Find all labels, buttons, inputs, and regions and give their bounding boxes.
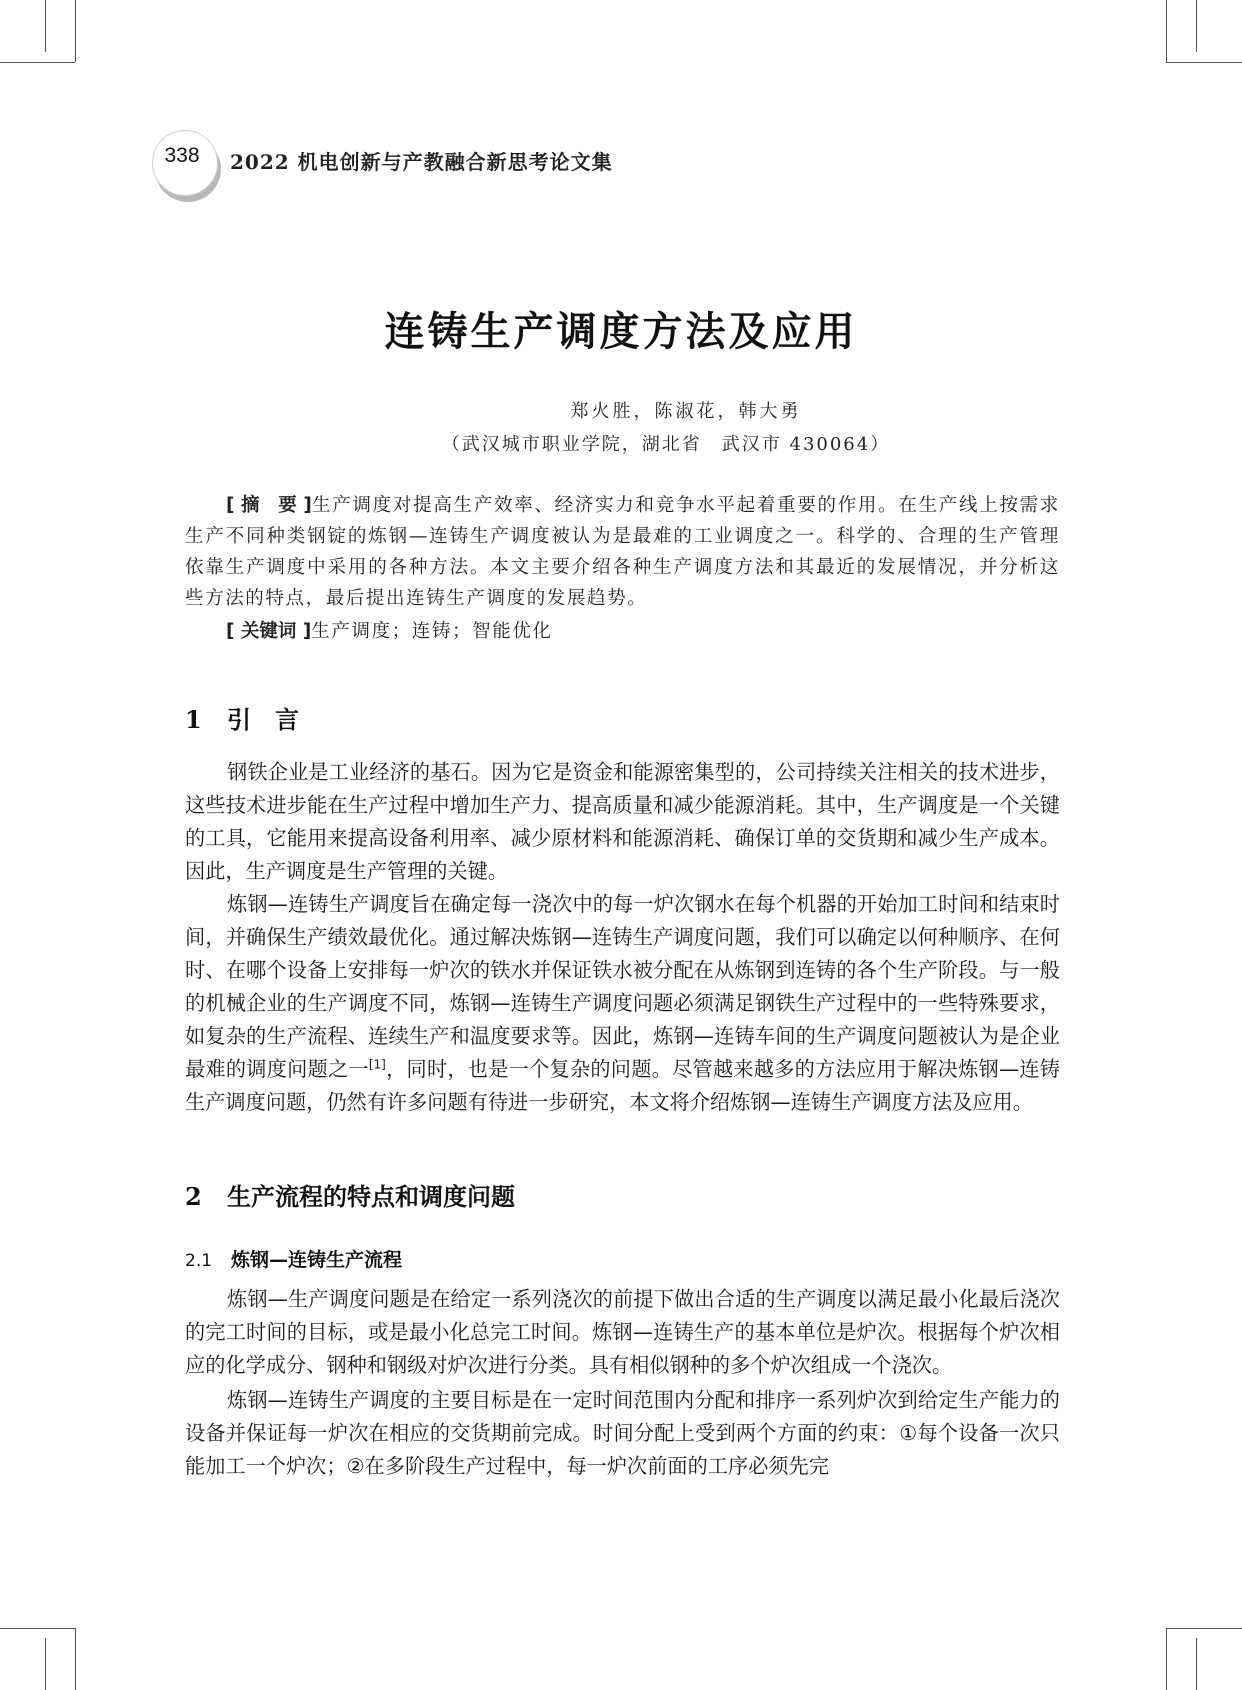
page-number-badge bbox=[152, 130, 218, 196]
crop-mark bbox=[75, 0, 76, 62]
paragraph-text: 炼钢—连铸生产调度旨在确定每一浇次中的每一炉次钢水在每个机器的开始加工时间和结束时间，并确保生产绩效最优化。通过解决炼钢—连铸生产调度问题，我们可以确定以何种顺序、在何时、在哪个设备上安排每一炉次的铁水并保证铁水被分配在从炼钢到连铸的各个生产阶段。与一般的机械企业的生产调度不同，炼钢—连铸生产调度问题必须满足钢铁生产过程中的一些特殊要求，如复杂的生产流程、连续生产和温度要求等。因此，炼钢—连铸车间的生产调度问题被认为是企业最难的调度问题之一 bbox=[185, 892, 1060, 1081]
paragraph bbox=[185, 888, 1060, 1119]
crop-mark bbox=[1166, 0, 1167, 62]
keywords-text: 生产调度；连铸；智能优化 bbox=[311, 621, 553, 642]
keywords-tag: [ 关键词 ] bbox=[226, 621, 312, 642]
abstract-block bbox=[185, 490, 1060, 647]
crop-mark bbox=[0, 1628, 75, 1629]
section-title: 生产流程的特点和调度问题 bbox=[227, 1183, 515, 1211]
section-number: 2 bbox=[185, 1182, 202, 1211]
crop-mark bbox=[45, 1638, 46, 1690]
keywords bbox=[185, 616, 1060, 647]
subsection-number: 2.1 bbox=[185, 1251, 213, 1271]
paragraph: 炼钢—生产调度问题是在给定一系列浇次的前提下做出合适的生产调度以满足最小化最后浇次的完工时间的目标，或是最小化总完工时间。炼钢—连铸生产的基本单位是炉次。根据每个炉次相应的化学成分、钢种和钢级对炉次进行分类。具有相似钢种的多个炉次组成一个浇次。 bbox=[185, 1287, 1060, 1377]
section-heading bbox=[185, 700, 299, 735]
subsection-title: 炼钢—连铸生产流程 bbox=[231, 1249, 403, 1271]
paragraph-text: ，同时，也是一个复杂的问题。尽管越来越多的方法应用于解决炼钢—连铸生产调度问题，仍然有许多问题有待进一步研究，本文将介绍炼钢—连铸生产调度方法及应用。 bbox=[185, 1057, 1060, 1114]
section-title: 引 言 bbox=[227, 706, 299, 734]
running-head: 2022 机电创新与产教融合新思考论文集 bbox=[230, 150, 613, 174]
paragraph: 炼钢—连铸生产调度的主要目标是在一定时间范围内分配和排序一系列炉次到给定生产能力的设备并保证每一炉次在相应的交货期前完成。时间分配上受到两个方面的约束：①每个设备一次只能加工一个炉次；②在多阶段生产过程中，每一炉次前面的工序必须先完 bbox=[185, 1388, 1060, 1478]
crop-mark bbox=[45, 0, 46, 52]
crop-mark bbox=[1166, 62, 1242, 63]
paragraph: 钢铁企业是工业经济的基石。因为它是资金和能源密集型的，公司持续关注相关的技术进步，这些技术进步能在生产过程中增加生产力、提高质量和减少能源消耗。其中，生产调度是一个关键的工具，它能用来提高设备利用率、减少原材料和能源消耗、确保订单的交货期和减少生产成本。因此，生产调度是生产管理的关键。 bbox=[185, 760, 1060, 883]
section-body bbox=[185, 1283, 1060, 1483]
crop-mark bbox=[75, 1628, 76, 1690]
abstract-text: 生产调度对提高生产效率、经济实力和竞争水平起着重要的作用。在生产线上按需求生产不同种类钢锭的炼钢—连铸生产调度被认为是最难的工业调度之一。科学的、合理的生产管理依靠生产调度中采用的各种方法。本文主要介绍各种生产调度方法和其最近的发展情况，并分析这些方法的特点，最后提出连铸生产调度的发展趋势。 bbox=[185, 495, 1060, 609]
abstract bbox=[185, 490, 1060, 614]
page-number: 338 bbox=[164, 144, 200, 167]
affiliation: （武汉城市职业学院，湖北省 武汉市 430064） bbox=[441, 434, 891, 455]
crop-mark bbox=[1196, 1638, 1197, 1690]
crop-mark bbox=[1166, 1628, 1167, 1690]
crop-mark bbox=[1166, 1628, 1242, 1629]
paper-title: 连铸生产调度方法及应用 bbox=[384, 309, 858, 355]
abstract-tag: [ 摘 要 ] bbox=[226, 495, 312, 516]
section-heading bbox=[185, 1177, 515, 1212]
crop-mark bbox=[0, 62, 75, 63]
subsection-heading bbox=[185, 1245, 402, 1272]
section-body bbox=[185, 756, 1060, 1119]
citation: [1] bbox=[368, 1057, 386, 1072]
section-number: 1 bbox=[185, 705, 202, 734]
crop-mark bbox=[1196, 0, 1197, 52]
authors: 郑火胜，陈淑花，韩大勇 bbox=[570, 401, 802, 422]
